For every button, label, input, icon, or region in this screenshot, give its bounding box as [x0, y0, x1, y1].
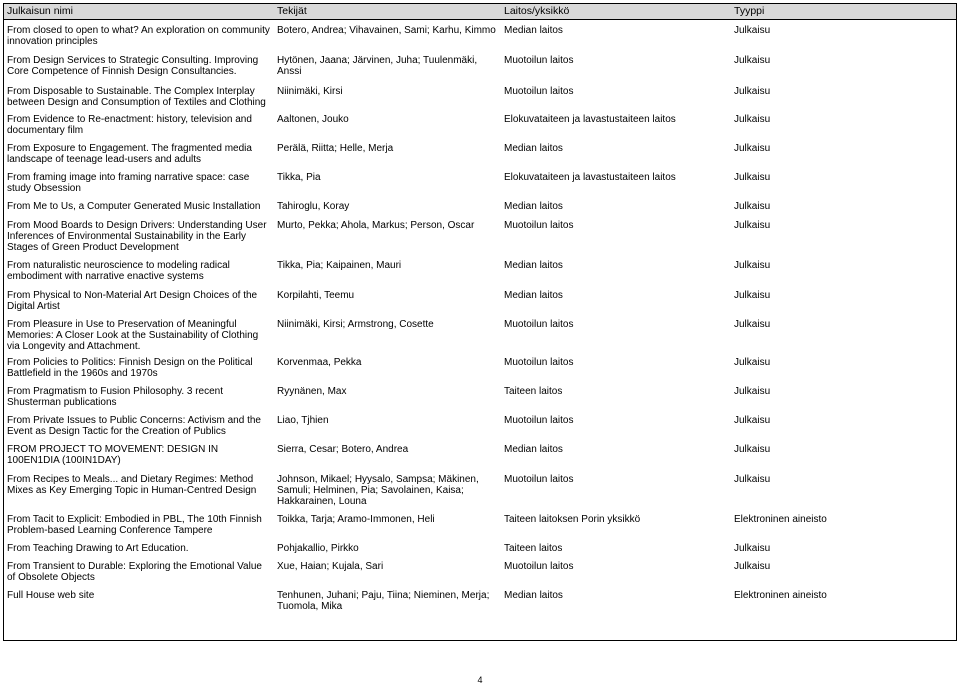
cell-type: Julkaisu: [734, 201, 771, 212]
cell-title: From Transient to Durable: Exploring the Emotional Value of Obsolete Objects: [7, 561, 262, 583]
cell-title: From Recipes to Meals... and Dietary Regimes: Method Mixes as Key Emerging Topic in Human-Centred Design: [7, 474, 257, 496]
cell-title: From naturalistic neuroscience to modeling radical embodiment with narrative enactive systems: [7, 260, 230, 282]
cell-title: From closed to open to what? An exploration on community innovation principles: [7, 25, 270, 47]
cell-authors: Xue, Haian; Kujala, Sari: [277, 561, 384, 572]
cell-type: Julkaisu: [734, 319, 771, 330]
cell-unit: Median laitos: [504, 25, 563, 36]
cell-title: Full House web site: [7, 590, 95, 601]
cell-title: From Mood Boards to Design Drivers: Understanding User Inferences of Environmental Sustainability in the Early Stages of Green Product Development: [7, 220, 267, 253]
cell-unit: Median laitos: [504, 260, 563, 271]
cell-authors: Hytönen, Jaana; Järvinen, Juha; Tuulenmäki, Anssi: [277, 55, 478, 77]
cell-type: Elektroninen aineisto: [734, 590, 827, 601]
cell-authors: Niinimäki, Kirsi: [277, 86, 343, 97]
cell-authors: Murto, Pekka; Ahola, Markus; Person, Oscar: [277, 220, 475, 231]
cell-title: From Pragmatism to Fusion Philosophy. 3 recent Shusterman publications: [7, 386, 224, 408]
cell-unit: Muotoilun laitos: [504, 561, 574, 572]
cell-authors: Korvenmaa, Pekka: [277, 357, 362, 368]
header-type: Tyyppi: [734, 5, 765, 17]
cell-authors: Tikka, Pia: [277, 172, 321, 183]
cell-type: Julkaisu: [734, 25, 771, 36]
cell-authors: Niinimäki, Kirsi; Armstrong, Cosette: [277, 319, 434, 330]
cell-title: From Disposable to Sustainable. The Complex Interplay between Design and Consumption of Textiles and Clothing: [7, 86, 266, 108]
cell-type: Julkaisu: [734, 561, 771, 572]
cell-title: From Me to Us, a Computer Generated Music Installation: [7, 201, 261, 212]
cell-title: From Design Services to Strategic Consulting. Improving Core Competence of Finnish Design Consultancies.: [7, 55, 259, 77]
cell-type: Julkaisu: [734, 444, 771, 455]
header-authors: Tekijät: [277, 5, 307, 17]
cell-type: Julkaisu: [734, 55, 771, 66]
cell-title: From Physical to Non-Material Art Design Choices of the Digital Artist: [7, 290, 258, 312]
cell-authors: Ryynänen, Max: [277, 386, 347, 397]
cell-authors: Korpilahti, Teemu: [277, 290, 355, 301]
cell-unit: Muotoilun laitos: [504, 357, 574, 368]
cell-unit: Median laitos: [504, 290, 563, 301]
cell-type: Julkaisu: [734, 172, 771, 183]
cell-unit: Muotoilun laitos: [504, 220, 574, 231]
cell-unit: Median laitos: [504, 201, 563, 212]
cell-title: From Private Issues to Public Concerns: Activism and the Event as Design Tactic for the Creation of Publics: [7, 415, 261, 437]
cell-title: FROM PROJECT TO MOVEMENT: DESIGN IN 100EN1DIA (100IN1DAY): [7, 444, 219, 466]
cell-unit: Taiteen laitoksen Porin yksikkö: [504, 514, 641, 525]
cell-authors: Johnson, Mikael; Hyysalo, Sampsa; Mäkinen, Samuli; Helminen, Pia; Savolainen, Kaisa; Hakkarainen, Louna: [277, 474, 479, 507]
cell-title: From Evidence to Re-enactment: history, television and documentary film: [7, 114, 252, 136]
cell-type: Julkaisu: [734, 543, 771, 554]
cell-title: From framing image into framing narrative space: case study Obsession: [7, 172, 250, 194]
cell-type: Julkaisu: [734, 220, 771, 231]
document-table: [3, 3, 957, 641]
cell-unit: Muotoilun laitos: [504, 319, 574, 330]
cell-unit: Muotoilun laitos: [504, 415, 574, 426]
cell-authors: Botero, Andrea; Vihavainen, Sami; Karhu, Kimmo: [277, 25, 496, 36]
cell-unit: Muotoilun laitos: [504, 474, 574, 485]
cell-authors: Sierra, Cesar; Botero, Andrea: [277, 444, 409, 455]
cell-unit: Median laitos: [504, 143, 563, 154]
cell-authors: Toikka, Tarja; Aramo-Immonen, Heli: [277, 514, 435, 525]
cell-type: Julkaisu: [734, 415, 771, 426]
cell-title: From Exposure to Engagement. The fragmented media landscape of teenage lead-users and adults: [7, 143, 252, 165]
cell-type: Julkaisu: [734, 86, 771, 97]
cell-type: Elektroninen aineisto: [734, 514, 827, 525]
cell-unit: Muotoilun laitos: [504, 86, 574, 97]
cell-unit: Median laitos: [504, 590, 563, 601]
cell-unit: Elokuvataiteen ja lavastustaiteen laitos: [504, 172, 676, 183]
cell-type: Julkaisu: [734, 474, 771, 485]
cell-authors: Liao, Tjhien: [277, 415, 329, 426]
cell-authors: Perälä, Riitta; Helle, Merja: [277, 143, 394, 154]
cell-authors: Pohjakallio, Pirkko: [277, 543, 359, 554]
cell-unit: Muotoilun laitos: [504, 55, 574, 66]
cell-type: Julkaisu: [734, 114, 771, 125]
cell-authors: Tahiroglu, Koray: [277, 201, 350, 212]
cell-title: From Teaching Drawing to Art Education.: [7, 543, 189, 554]
cell-type: Julkaisu: [734, 143, 771, 154]
cell-authors: Tikka, Pia; Kaipainen, Mauri: [277, 260, 402, 271]
table-header: [4, 4, 956, 20]
cell-unit: Taiteen laitos: [504, 386, 563, 397]
cell-title: From Tacit to Explicit: Embodied in PBL, The 10th Finnish Problem-based Learning Conference Tampere: [7, 514, 262, 536]
header-unit: Laitos/yksikkö: [504, 5, 570, 17]
cell-unit: Median laitos: [504, 444, 563, 455]
cell-type: Julkaisu: [734, 290, 771, 301]
cell-type: Julkaisu: [734, 386, 771, 397]
cell-authors: Aaltonen, Jouko: [277, 114, 349, 125]
cell-title: From Pleasure in Use to Preservation of Meaningful Memories: A Closer Look at the Sustainability of Clothing via Longevity and Attachment.: [7, 319, 259, 352]
header-title: Julkaisun nimi: [7, 5, 73, 17]
cell-unit: Elokuvataiteen ja lavastustaiteen laitos: [504, 114, 676, 125]
cell-type: Julkaisu: [734, 260, 771, 271]
page-number: 4: [477, 675, 483, 685]
cell-type: Julkaisu: [734, 357, 771, 368]
cell-title: From Policies to Politics: Finnish Design on the Political Battlefield in the 1960s and 1970s: [7, 357, 253, 379]
cell-authors: Tenhunen, Juhani; Paju, Tiina; Nieminen, Merja; Tuomola, Mika: [277, 590, 490, 612]
cell-unit: Taiteen laitos: [504, 543, 563, 554]
